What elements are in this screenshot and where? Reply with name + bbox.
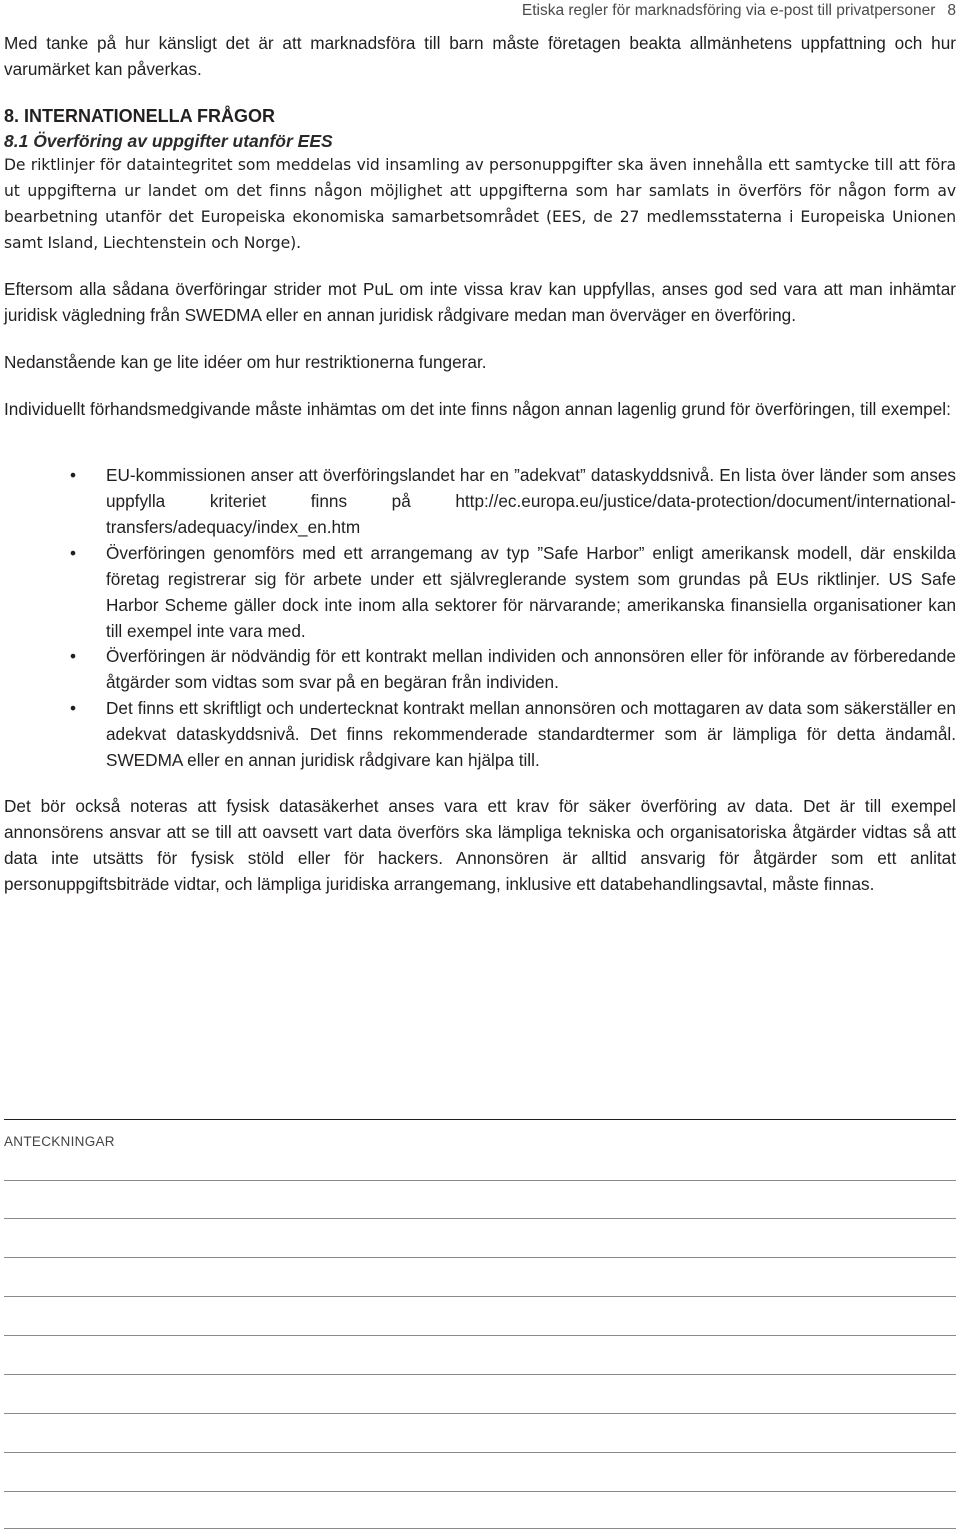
running-header bbox=[522, 2, 956, 20]
note-line bbox=[4, 1413, 956, 1414]
section-heading: 8. INTERNATIONELLA FRÅGOR bbox=[4, 105, 275, 126]
note-line bbox=[4, 1491, 956, 1492]
paragraph-restrictions: Nedanstående kan ge lite idéer om hur restriktionerna fungerar. bbox=[4, 352, 487, 373]
list-item-text: EU-kommissionen anser att överföringslandet har en ”adekvat” dataskyddsnivå. En lista över länder som anses uppfylla kriteriet finns på http://ec.europa.eu/justice/data-protection/document/international-transfers/adequacy/index_en.htm bbox=[106, 465, 956, 537]
note-line bbox=[4, 1335, 956, 1336]
list-item bbox=[4, 696, 956, 774]
list-item-text: Överföringen är nödvändig för ett kontrakt mellan individen och annonsören eller för införande av förberedande åtgärder som vidtas som svar på en begäran från individen. bbox=[106, 646, 956, 693]
list-item-text: Det finns ett skriftligt och undertecknat kontrakt mellan annonsören och mottagaren av data som säkerställer en adekvat dataskyddsnivå. Det finns rekommenderade standardtermer som är lämpliga för detta ändamål. SWEDMA eller en annan juridisk rådgivare kan hjälpa till. bbox=[106, 698, 956, 771]
note-line bbox=[4, 1257, 956, 1258]
running-header-title: Etiska regler för marknadsföring via e-post till privatpersoner bbox=[521, 2, 936, 19]
note-line bbox=[4, 1528, 956, 1529]
note-line bbox=[4, 1374, 956, 1375]
bullet-icon: • bbox=[70, 542, 77, 563]
list-item bbox=[4, 463, 956, 541]
note-line bbox=[4, 1296, 956, 1297]
intro-paragraph: Med tanke på hur känsligt det är att marknadsföra till barn måste företagen beakta allmänhetens uppfattning och hur varumärket kan påverkas. bbox=[4, 33, 956, 79]
subsection-heading: 8.1 Överföring av uppgifter utanför EES bbox=[4, 130, 333, 151]
list-item bbox=[4, 541, 956, 645]
bullet-icon: • bbox=[70, 646, 77, 667]
list-item-text: Överföringen genomförs med ett arrangemang av typ ”Safe Harbor” enligt amerikansk modell, där enskilda företag registrerar sig för arbete under ett självreglerande system som grundas på EUs riktlinjer. US Safe Harbor Scheme gäller dock inte inom alla sektorer för närvarande; amerikanska finansiella organisationer kan till exempel inte vara med. bbox=[106, 542, 956, 641]
transfer-grounds-list bbox=[4, 463, 956, 774]
paragraph-legal-advice: Eftersom alla sådana överföringar strider mot PuL om inte vissa krav kan uppfyllas, anses god sed vara att man inhämtar juridisk vägledning från SWEDMA eller en annan juridisk rådgivare medan man överväger en överföring. bbox=[4, 279, 956, 326]
note-line bbox=[4, 1452, 956, 1453]
bullet-icon: • bbox=[70, 465, 77, 486]
paragraph-physical-security: Det bör också noteras att fysisk datasäkerhet anses vara ett krav för säker överföring av data. Det är till exempel annonsörens ansvar att se till att oavsett vart data överförs ska lämpliga tekniska och organisatoriska åtgärder vidtas så att data inte utsätts för fysisk stöld eller för hackers. Annonsören är alltid ansvarig för åtgärder som ett anlitat personuppgiftsbiträde vidtar, och lämpliga juridiska arrangemang, inklusive ett databehandlingsavtal, måste finnas. bbox=[4, 795, 956, 894]
note-line bbox=[4, 1218, 956, 1219]
notes-divider bbox=[4, 1119, 956, 1120]
note-line bbox=[4, 1180, 956, 1181]
notes-title: ANTECKNINGAR bbox=[4, 1134, 115, 1149]
page-body bbox=[4, 31, 956, 898]
paragraph-prior-consent: Individuellt förhandsmedgivande måste inhämtas om det inte finns någon annan lagenlig grund för överföringen, till exempel: bbox=[4, 399, 951, 420]
paragraph-consent: De riktlinjer för dataintegritet som meddelas vid insamling av personuppgifter ska även innehålla ett samtycke till att föra ut uppgifterna ur landet om det finns någon möjlighet att uppgifterna som har samlats in överförs för någon form av bearbetning utanför det Europeiska ekonomiska samarbetsområdet (EES, de 27 medlemsstaterna i Europeiska Unionen samt Island, Liechtenstein och Norge). bbox=[4, 155, 956, 252]
page-number: 8 bbox=[947, 2, 956, 19]
bullet-icon: • bbox=[70, 698, 77, 719]
list-item bbox=[4, 644, 956, 696]
